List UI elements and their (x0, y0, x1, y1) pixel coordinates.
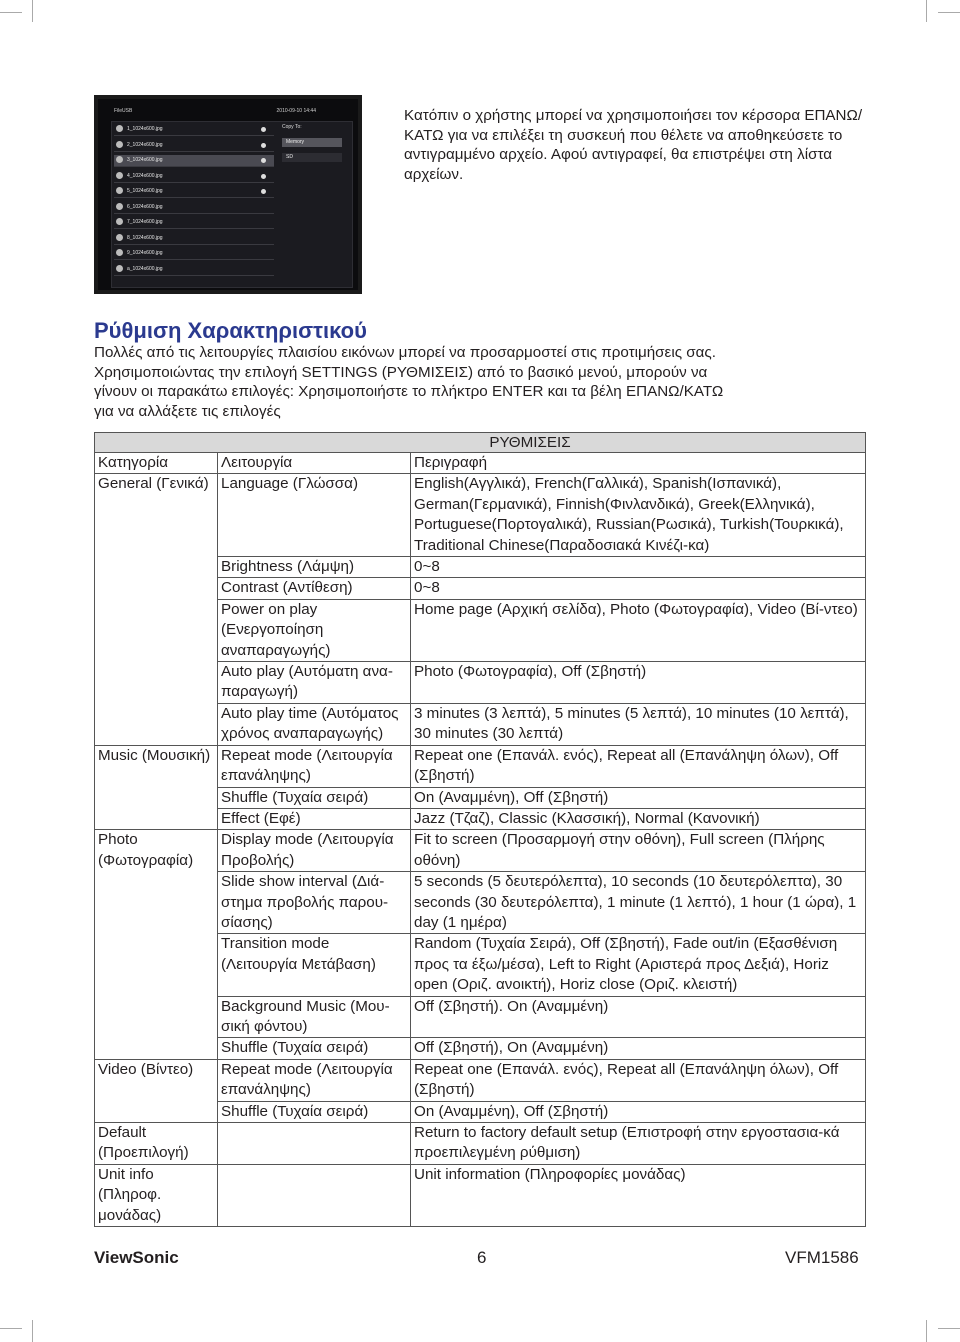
file-row[interactable] (114, 233, 274, 245)
file-icon (116, 156, 123, 163)
file-row[interactable] (114, 202, 274, 214)
file-icon (116, 218, 123, 225)
file-row[interactable] (114, 248, 274, 260)
category-cell (95, 599, 218, 661)
crop-mark (0, 1328, 22, 1329)
table-row (95, 1038, 866, 1059)
category-cell (95, 996, 218, 1038)
file-icon (116, 141, 123, 148)
crop-mark (32, 1320, 33, 1342)
crop-mark (938, 12, 960, 13)
category-cell: General (Γενικά) (95, 474, 218, 557)
file-browser (111, 108, 353, 288)
file-icon (116, 172, 123, 179)
file-name: 2_1024x600.jpg (127, 141, 163, 148)
body-line: Χρησιμοποιώντας την επιλογή SETTINGS (ΡΥΘΜΙΣΕΙΣ) από το βασικό μενού, μπορούν να (94, 363, 708, 381)
file-name: 5_1024x600.jpg (127, 188, 163, 194)
description-cell: 0~8 (411, 578, 866, 599)
table-row (95, 703, 866, 745)
category-cell: Default (Προεπιλογή) (95, 1123, 218, 1165)
function-cell: Slide show interval (Διά-στημα προβολής παρου-σίασης) (218, 872, 411, 934)
function-cell: Auto play time (Αυτόματος χρόνος αναπαραγωγής) (218, 703, 411, 745)
file-row[interactable] (114, 140, 274, 152)
file-name: a_1024x600.jpg (127, 265, 163, 272)
function-cell: Transition mode (Λειτουργία Μετάβαση) (218, 934, 411, 996)
description-cell: 5 seconds (5 δευτερόλεπτα), 10 seconds (10 δευτερόλεπτα), 30 seconds (30 δευτερόλεπτα), 1 minute (1 λεπτό), 1 hour (1 ώρα), 1 day (1 ημέρα) (411, 872, 866, 934)
body-line: Πολλές από τις λειτουργίες πλαισίου εικόνων μπορεί να προσαρμοστεί στις προτιμήσεις σας. (94, 344, 716, 361)
table-row (95, 872, 866, 934)
intro-paragraph: Κατόπιν ο χρήστης μπορεί να χρησιμοποιήσει τον κέρσορα ΕΠΑΝΩ/ΚΑΤΩ για να επιλέξει τη συσκευή που θέλετε να αποθηκεύσετε το αντιγραμμένο αρχείο. Αφού αντιγραφεί, θα επιστρέψει στη λίστα αρχείων. (404, 107, 863, 183)
file-icon (116, 203, 123, 210)
file-browser-header (112, 104, 352, 118)
description-cell: 0~8 (411, 557, 866, 578)
selected-icon (261, 189, 266, 194)
category-cell (95, 1038, 218, 1059)
description-cell: English(Αγγλικά), French(Γαλλικά), Spanish(Ισπανικά), German(Γερμανικά), Finnish(Φινλανδικά), Greek(Ελληνικά), Portuguese(Πορτογαλικά), Russian(Ρωσικά), Turkish(Τουρκικά), Traditional Chinese(Παραδοσιακά Κινέζι-κα) (411, 474, 866, 557)
category-cell: Video (Βίντεο) (95, 1059, 218, 1101)
section-body (94, 343, 874, 421)
function-cell (218, 1164, 411, 1226)
source-label: FileUSB (114, 108, 133, 114)
table-row (95, 578, 866, 599)
description-cell: On (Αναμμένη), Off (Σβηστή) (411, 787, 866, 808)
description-cell: Repeat one (Επανάλ. ενός), Repeat all (Επανάληψη όλων), Off (Σβηστή) (411, 745, 866, 787)
category-cell (95, 703, 218, 745)
body-line: για να αλλάξετε τις επιλογές (94, 402, 281, 420)
col-header-category: Κατηγορία (95, 453, 218, 474)
table-row (95, 1059, 866, 1101)
table-row (95, 599, 866, 661)
category-cell (95, 1101, 218, 1122)
file-row[interactable] (114, 171, 274, 183)
function-cell: Power on play (Ενεργοποίηση αναπαραγωγής) (218, 599, 411, 661)
table-row (95, 787, 866, 808)
file-name: 7_1024x600.jpg (127, 219, 163, 225)
description-cell: Unit information (Πληροφορίες μονάδας) (411, 1164, 866, 1226)
category-cell: Unit info (Πληροφ. μονάδας) (95, 1164, 218, 1226)
file-icon (116, 125, 123, 132)
footer-model: VFM1586 (785, 1248, 859, 1267)
description-cell: Off (Σβηστή), On (Αναμμένη) (411, 1038, 866, 1059)
table-row (95, 557, 866, 578)
file-row[interactable] (114, 217, 274, 229)
description-cell: 3 minutes (3 λεπτά), 5 minutes (5 λεπτά), 10 minutes (10 λεπτά), 30 minutes (30 λεπτά) (411, 703, 866, 745)
description-cell: Random (Τυχαία Σειρά), Off (Σβηστή), Fade out/in (Εξασθένιση προς τα έξω/μέσα), Left to Right (Αριστερά προς Δεξιά), Horiz open (Οριζ. ανοικτή), Horiz close (Οριζ. κλειστή) (411, 934, 866, 996)
file-name: 6_1024x600.jpg (127, 203, 163, 210)
category-cell (95, 934, 218, 996)
crop-mark (938, 1328, 960, 1329)
crop-mark (32, 0, 33, 22)
function-cell: Repeat mode (Λειτουργία επανάληψης) (218, 1059, 411, 1101)
file-name: 9_1024x600.jpg (127, 250, 163, 256)
category-cell (95, 578, 218, 599)
selected-icon (261, 143, 266, 148)
function-cell: Brightness (Λάμψη) (218, 557, 411, 578)
footer-page-number: 6 (477, 1248, 487, 1267)
description-cell: Repeat one (Επανάλ. ενός), Repeat all (Επανάληψη όλων), Off (Σβηστή) (411, 1059, 866, 1101)
file-icon (116, 265, 123, 272)
file-name: 3_1024x600.jpg (127, 157, 163, 163)
copy-to-title: Copy To: (282, 124, 302, 130)
category-cell (95, 557, 218, 578)
description-cell: Jazz (Τζαζ), Classic (Κλασσική), Normal (Κανονική) (411, 808, 866, 829)
body-line: γίνουν οι παρακάτω επιλογές: Χρησιμοποιήστε το πλήκτρο ENTER και τα βέλη ΕΠΑΝΩ/ΚΑΤΩ (94, 383, 724, 401)
settings-table (94, 432, 866, 1227)
table-row (95, 1164, 866, 1226)
col-header-function: Λειτουργία (218, 453, 411, 474)
category-cell (95, 808, 218, 829)
file-row[interactable] (114, 264, 274, 276)
function-cell: Contrast (Αντίθεση) (218, 578, 411, 599)
function-cell (218, 1123, 411, 1165)
category-cell: Music (Μουσική) (95, 745, 218, 787)
function-cell: Auto play (Αυτόματη ανα-παραγωγή) (218, 662, 411, 704)
table-row (95, 745, 866, 787)
table-row (95, 474, 866, 557)
table-row (95, 996, 866, 1038)
col-header-description: Περιγραφή (411, 453, 866, 474)
function-cell: Shuffle (Τυχαία σειρά) (218, 1038, 411, 1059)
crop-mark (926, 0, 927, 22)
table-row (95, 808, 866, 829)
selected-icon (261, 127, 266, 132)
category-cell: Photo (Φωτογραφία) (95, 830, 218, 872)
file-row[interactable] (114, 124, 274, 136)
description-cell: Off (Σβηστή). On (Αναμμένη) (411, 996, 866, 1038)
crop-mark (0, 12, 22, 13)
table-row (95, 1101, 866, 1122)
device-screenshot (94, 95, 362, 294)
table-row (95, 830, 866, 872)
copy-to-panel (282, 124, 342, 168)
function-cell: Effect (Εφέ) (218, 808, 411, 829)
copy-to-option-sd[interactable]: SD (282, 153, 342, 162)
category-cell (95, 787, 218, 808)
section-heading: Ρύθμιση Χαρακτηριστικού (94, 318, 367, 343)
file-row[interactable] (114, 186, 274, 198)
description-cell: Return to factory default setup (Επιστροφή στην εργοστασια-κά προεπιλεγμένη ρύθμιση) (411, 1123, 866, 1165)
file-icon (116, 249, 123, 256)
footer-brand: ViewSonic (94, 1248, 179, 1267)
function-cell: Language (Γλώσσα) (218, 474, 411, 557)
file-icon (116, 187, 123, 194)
function-cell: Shuffle (Τυχαία σειρά) (218, 1101, 411, 1122)
function-cell: Background Music (Μου-σική φόντου) (218, 996, 411, 1038)
description-cell: Home page (Αρχική σελίδα), Photo (Φωτογραφία), Video (Βί-ντεο) (411, 599, 866, 661)
table-title: ΡΥΘΜΙΣΕΙΣ (95, 433, 866, 453)
datetime-label: 2010-09-10 14:44 (276, 108, 316, 114)
function-cell: Repeat mode (Λειτουργία επανάληψης) (218, 745, 411, 787)
file-name: 4_1024x600.jpg (127, 172, 163, 179)
file-row[interactable] (114, 155, 274, 167)
file-icon (116, 234, 123, 241)
description-cell: Fit to screen (Προσαρμογή στην οθόνη), Full screen (Πλήρης οθόνη) (411, 830, 866, 872)
file-name: 1_1024x600.jpg (127, 126, 163, 132)
function-cell: Shuffle (Τυχαία σειρά) (218, 787, 411, 808)
table-row (95, 1123, 866, 1165)
selected-icon (261, 174, 266, 179)
function-cell: Display mode (Λειτουργία Προβολής) (218, 830, 411, 872)
crop-mark (926, 1320, 927, 1342)
description-cell: On (Αναμμένη), Off (Σβηστή) (411, 1101, 866, 1122)
category-cell (95, 662, 218, 704)
file-name: 8_1024x600.jpg (127, 234, 163, 241)
selected-icon (261, 158, 266, 163)
description-cell: Photo (Φωτογραφία), Off (Σβηστή) (411, 662, 866, 704)
copy-to-option-memory[interactable]: Memory (282, 138, 342, 147)
table-row (95, 934, 866, 996)
table-row (95, 662, 866, 704)
category-cell (95, 872, 218, 934)
